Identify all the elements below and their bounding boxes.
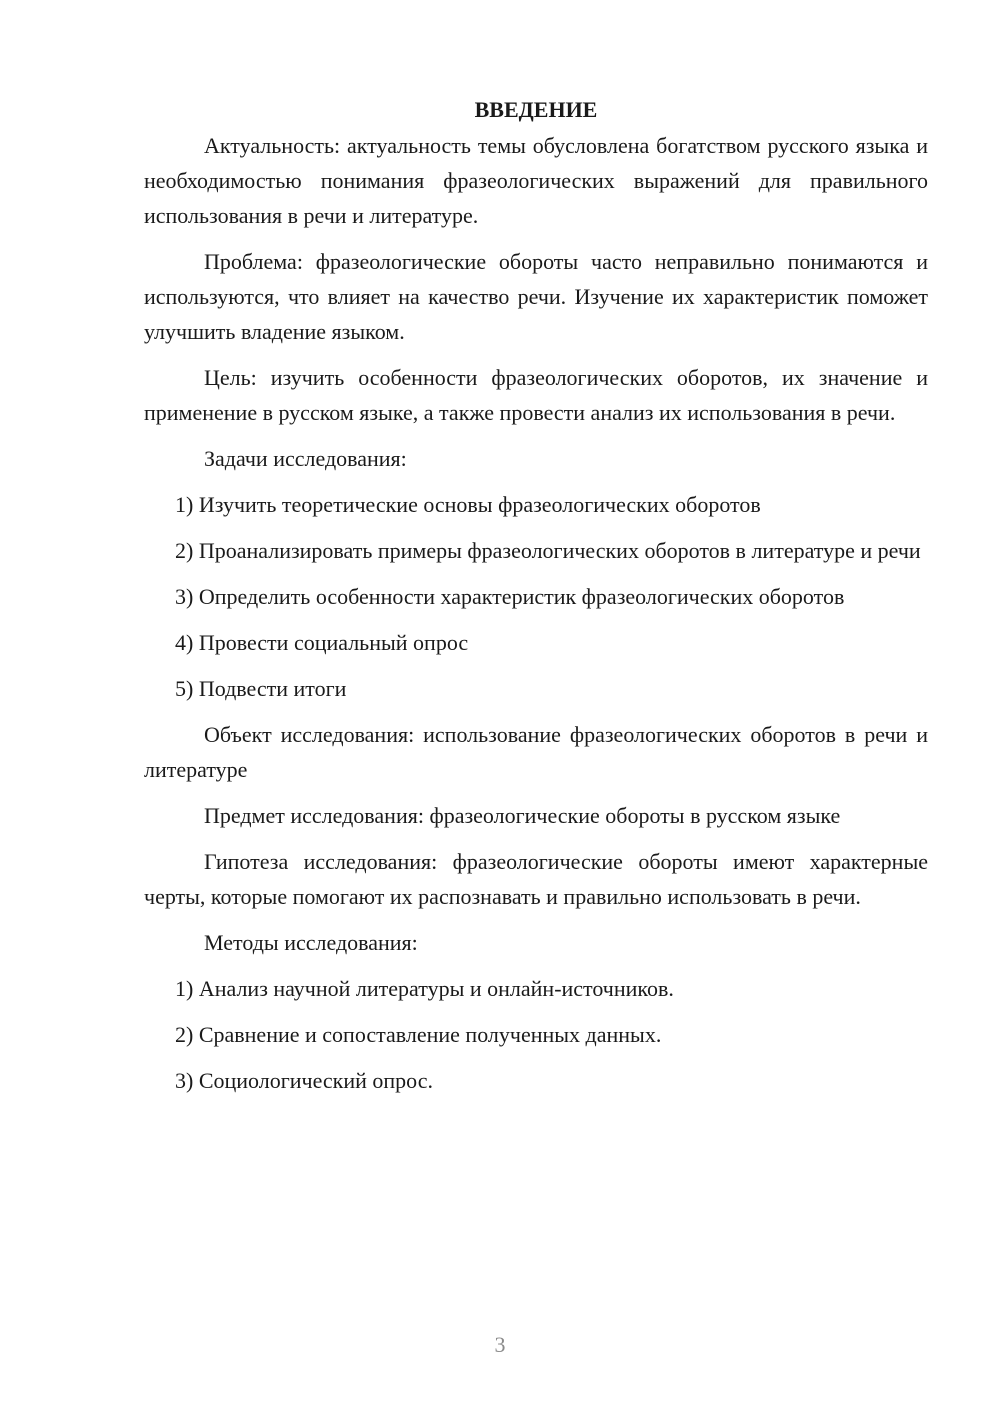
task-item-1: 1) Изучить теоретические основы фразеологических оборотов — [175, 492, 761, 517]
task-item-3: 3) Определить особенности характеристик фразеологических оборотов — [175, 584, 845, 609]
method-item-3: 3) Социологический опрос. — [175, 1068, 433, 1093]
task-item-2: 2) Проанализировать примеры фразеологических оборотов в литературе и речи — [175, 538, 921, 563]
problem-paragraph: Проблема: фразеологические обороты часто неправильно понимаются и используются, что влияет на качество речи. Изучение их характеристик поможет улучшить владение языком. — [144, 249, 928, 344]
goal-paragraph: Цель: изучить особенности фразеологических оборотов, их значение и применение в русском языке, а также провести анализ их использования в речи. — [144, 365, 928, 425]
relevance-paragraph: Актуальность: актуальность темы обусловлена богатством русского языка и необходимостью понимания фразеологических выражений для правильного использования в речи и литературе. — [144, 133, 928, 228]
object-paragraph: Объект исследования: использование фразеологических оборотов в речи и литературе — [144, 722, 928, 782]
page-number: 3 — [494, 1332, 506, 1357]
hypothesis-paragraph: Гипотеза исследования: фразеологические обороты имеют характерные черты, которые помогают их распознавать и правильно использовать в речи. — [144, 849, 928, 909]
methods-heading: Методы исследования: — [204, 930, 418, 955]
task-item-5: 5) Подвести итоги — [175, 676, 347, 701]
method-item-2: 2) Сравнение и сопоставление полученных данных. — [175, 1022, 662, 1047]
document-page — [144, 92, 928, 1109]
page-title: ВВЕДЕНИЕ — [474, 97, 598, 122]
method-item-1: 1) Анализ научной литературы и онлайн-источников. — [175, 976, 674, 1001]
subject-paragraph: Предмет исследования: фразеологические обороты в русском языке — [204, 803, 841, 828]
task-item-4: 4) Провести социальный опрос — [175, 630, 469, 655]
tasks-heading: Задачи исследования: — [204, 446, 407, 471]
